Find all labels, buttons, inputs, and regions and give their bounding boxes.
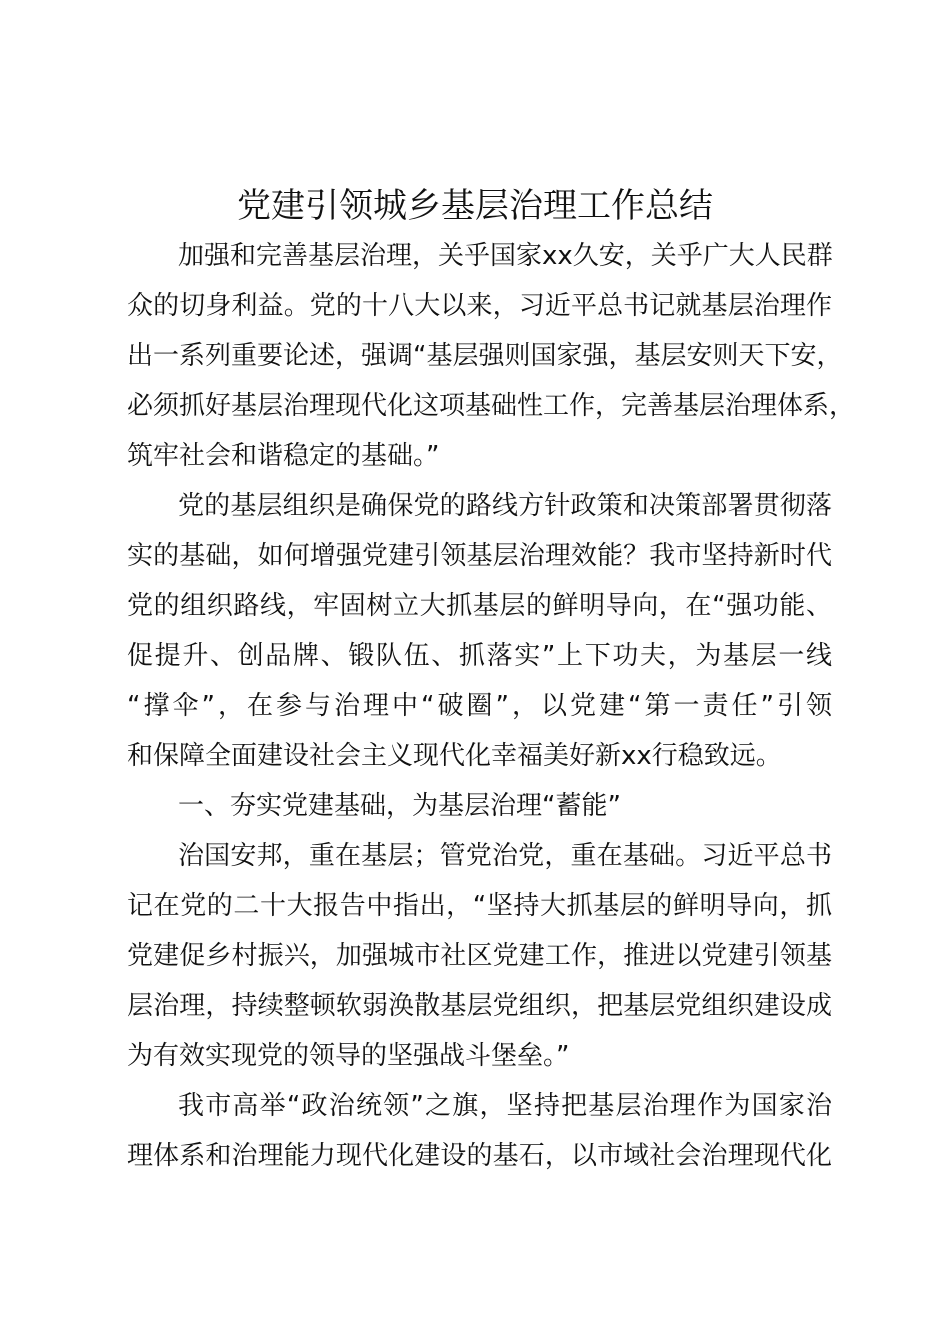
- paragraph-line: 我市高举“政治统领”之旗，坚持把基层治理作为国家治: [178, 1091, 832, 1121]
- paragraph-line: 为有效实现党的领导的坚强战斗堡垒。”: [127, 1041, 570, 1071]
- paragraph-line: “撑伞”，在参与治理中“破圈”，以党建“第一责任”引领: [127, 691, 832, 721]
- section-heading: 一、夯实党建基础，为基层治理“蓄能”: [178, 791, 621, 821]
- paragraph-line: 党的组织路线，牢固树立大抓基层的鲜明导向，在“强功能、: [127, 591, 832, 621]
- paragraph-line: 必须抓好基层治理现代化这项基础性工作，完善基层治理体系，: [127, 391, 856, 421]
- paragraph-line: 记在党的二十大报告中指出，“坚持大抓基层的鲜明导向，抓: [127, 891, 832, 921]
- paragraph-line: 加强和完善基层治理，关乎国家xx久安，关乎广大人民群: [178, 241, 833, 271]
- paragraph-line: 和保障全面建设社会主义现代化幸福美好新xx行稳致远。: [127, 741, 782, 771]
- paragraph-line: 筑牢社会和谐稳定的基础。”: [127, 441, 440, 471]
- document-title: 党建引领城乡基层治理工作总结: [237, 186, 713, 226]
- paragraph-line: 理体系和治理能力现代化建设的基石，以市域社会治理现代化: [127, 1141, 832, 1171]
- paragraph-line: 出一系列重要论述，强调“基层强则国家强，基层安则天下安，: [127, 341, 843, 371]
- paragraph-line: 治国安邦，重在基层；管党治党，重在基础。习近平总书: [178, 841, 832, 871]
- paragraph-line: 党建促乡村振兴，加强城市社区党建工作，推进以党建引领基: [127, 941, 832, 971]
- paragraph-line: 层治理，持续整顿软弱涣散基层党组织，把基层党组织建设成: [127, 991, 832, 1021]
- paragraph-line: 党的基层组织是确保党的路线方针政策和决策部署贯彻落: [178, 491, 832, 521]
- paragraph-line: 众的切身利益。党的十八大以来，习近平总书记就基层治理作: [127, 291, 832, 321]
- paragraph-line: 促提升、创品牌、锻队伍、抓落实”上下功夫，为基层一线: [127, 641, 832, 671]
- paragraph-line: 实的基础，如何增强党建引领基层治理效能？我市坚持新时代: [127, 541, 832, 571]
